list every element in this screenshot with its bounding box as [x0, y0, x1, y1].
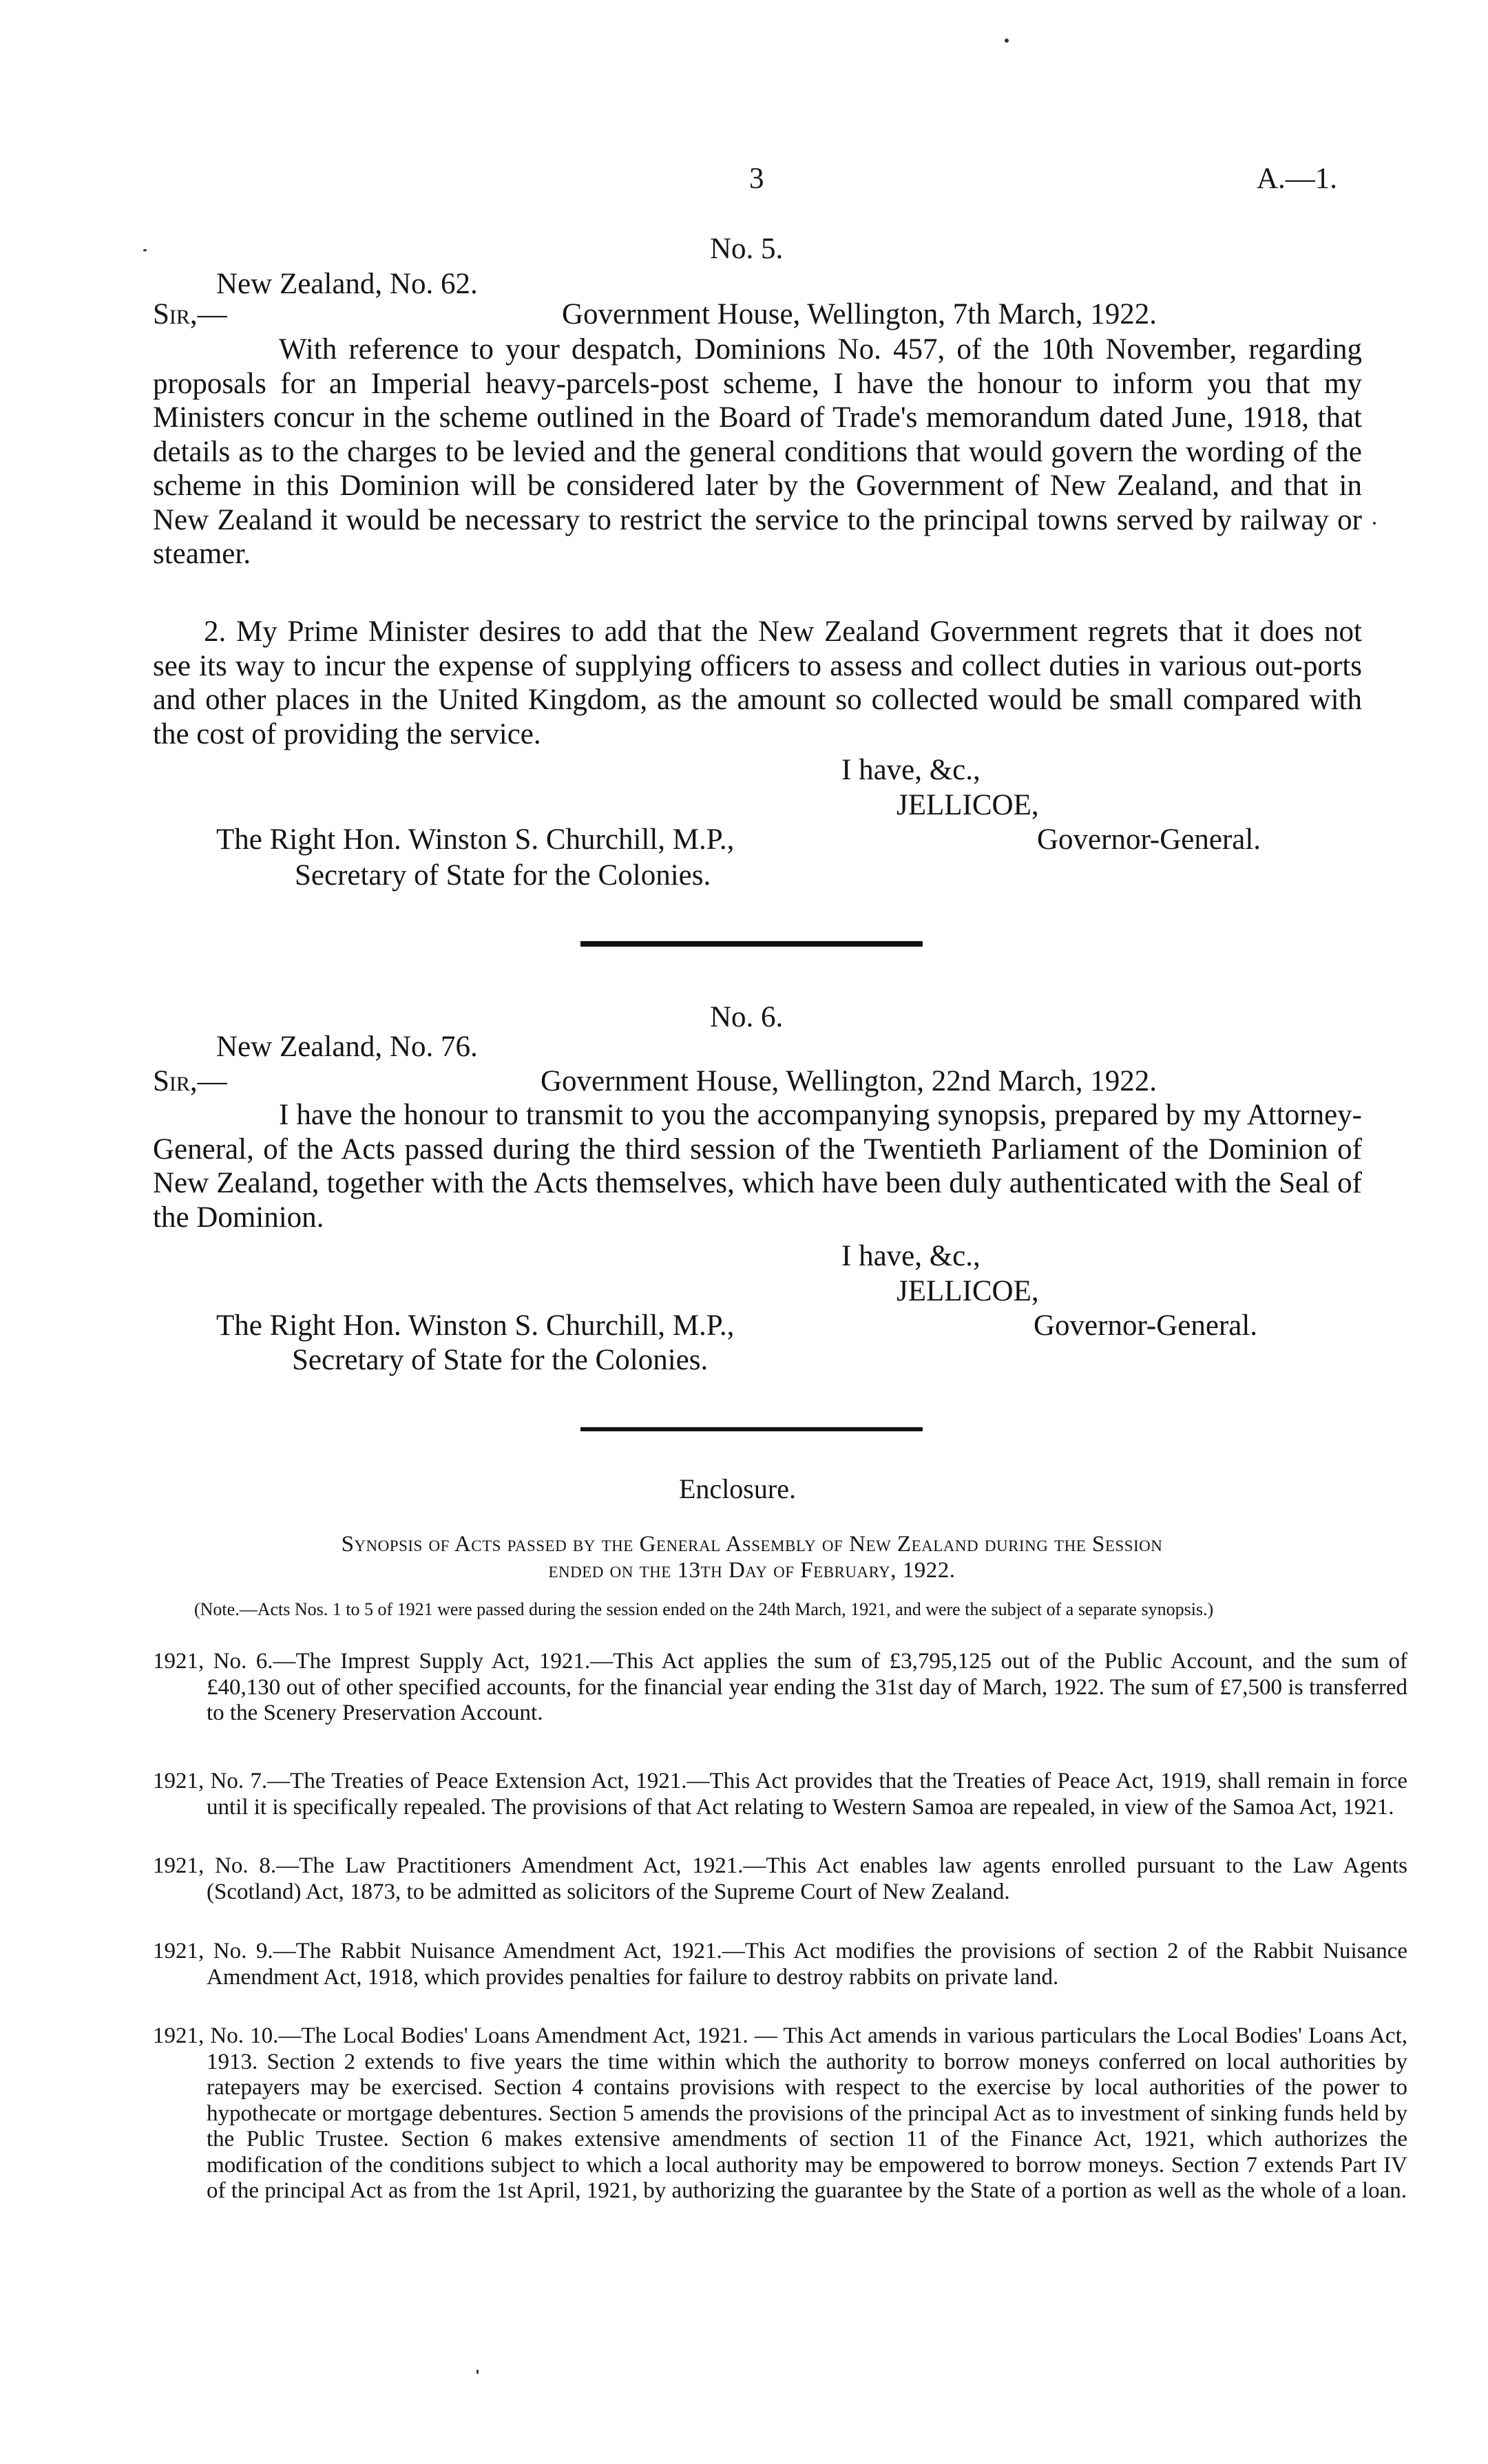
- despatch-reference: New Zealand, No. 76.: [216, 1031, 478, 1063]
- signatory-title: Governor-General.: [1037, 823, 1261, 856]
- signatory: JELLICOE,: [897, 789, 1039, 821]
- series-label: A.—1.: [1257, 162, 1338, 195]
- act-entry: 1921, No. 10.—The Local Bodies' Loans Amendment Act, 1921. — This Act amends in various particulars the Local Bodies' Loans Act, 1913. Section 2 extends to five years the time within which the authority to borrow moneys conferred on local authorities by ratepayers may be exercised. Section 4 contains provisions with respect to the exercise by local authorities of the power to hypothecate or mortgage debentures. Section 5 amends the provisions of the principal Act as to investment of sinking funds held by the Public Trustee. Section 6 makes extensive amendments of section 11 of the Finance Act, 1921, which authorizes the modification of the conditions subject to which a local authority may be empowered to borrow moneys. Section 7 extends Part IV of the principal Act as from the 1st April, 1921, by authorizing the guarantee by the State of a portion as well as the whole of a loan.: [153, 2023, 1407, 2203]
- addressee: The Right Hon. Winston S. Churchill, M.P.,: [216, 823, 735, 856]
- address-date: Government House, Wellington, 7th March, 1922.: [562, 298, 1157, 330]
- section-divider: [580, 1427, 923, 1431]
- addressee-office: Secretary of State for the Colonies.: [292, 1344, 709, 1376]
- section-divider: [580, 941, 923, 947]
- closing: I have, &c.,: [841, 1240, 981, 1272]
- act-entry: 1921, No. 7.—The Treaties of Peace Extension Act, 1921.—This Act provides that the Treaties of Peace Act, 1919, shall remain in force until it is specifically repealed. The provisions of that Act relating to Western Samoa are repealed, in view of the Samoa Act, 1921.: [153, 1769, 1407, 1820]
- act-entry: 1921, No. 6.—The Imprest Supply Act, 1921.—This Act applies the sum of £3,795,125 out of the Public Account, and the sum of £40,130 out of other specified accounts, for the financial year ending the 31st day of March, 1922. The sum of £7,500 is transferred to the Scenery Preservation Account.: [153, 1649, 1407, 1725]
- despatch-paragraph: With reference to your despatch, Dominions No. 457, of the 10th November, regarding proposals for an Imperial heavy-parcels-post scheme, I have the honour to inform you that my Ministers concur in the scheme outlined in the Board of Trade's memorandum dated June, 1918, that details as to the charges to be levied and the general conditions that would govern the wording of the scheme in this Dominion will be considered later by the Government of New Zealand, and that in New Zealand it would be necessary to restrict the service to the principal towns served by railway or steamer.: [153, 333, 1362, 570]
- address-date: Government House, Wellington, 22nd March, 1922.: [541, 1065, 1157, 1097]
- addressee-office: Secretary of State for the Colonies.: [295, 859, 711, 892]
- act-entry: 1921, No. 9.—The Rabbit Nuisance Amendment Act, 1921.—This Act modifies the provisions of section 2 of the Rabbit Nuisance Amendment Act, 1918, which provides penalties for failure to destroy rabbits on private land.: [153, 1939, 1407, 1990]
- speck-mark: [476, 2370, 479, 2374]
- speck-mark: [1005, 39, 1009, 43]
- despatch-reference: New Zealand, No. 62.: [216, 268, 478, 300]
- enclosure-heading: Enclosure.: [679, 1473, 796, 1504]
- closing: I have, &c.,: [841, 754, 981, 786]
- speck-mark: [143, 249, 147, 251]
- synopsis-title: Synopsis of Acts passed by the General Assembly of New Zealand during the Session: [341, 1532, 1163, 1557]
- salutation: Sir,—: [153, 298, 227, 330]
- signatory: JELLICOE,: [897, 1275, 1039, 1307]
- speck-mark: [1373, 522, 1376, 525]
- synopsis-note: (Note.—Acts Nos. 1 to 5 of 1921 were passed during the session ended on the 24th March, 1921, and were the subject of a separate synopsis.): [194, 1599, 1214, 1619]
- despatch-paragraph: 2. My Prime Minister desires to add that the New Zealand Government regrets that it does not see its way to incur the expense of supplying officers to assess and collect duties in various out-ports and other places in the United Kingdom, as the amount so collected would be small compared with the cost of providing the service.: [153, 615, 1362, 750]
- salutation: Sir,—: [153, 1065, 227, 1097]
- despatch-heading: No. 6.: [710, 1001, 784, 1033]
- synopsis-title: ended on the 13th Day of February, 1922.: [548, 1558, 956, 1583]
- despatch-paragraph: I have the honour to transmit to you the accompanying synopsis, prepared by my Attorney-General, of the Acts passed during the third session of the Twentieth Parliament of the Dominion of New Zealand, together with the Acts themselves, which have been duly authenticated with the Seal of the Dominion.: [153, 1099, 1362, 1234]
- addressee: The Right Hon. Winston S. Churchill, M.P.,: [216, 1309, 735, 1342]
- signatory-title: Governor-General.: [1034, 1309, 1258, 1342]
- despatch-heading: No. 5.: [710, 233, 784, 265]
- page-number: 3: [749, 162, 764, 195]
- act-entry: 1921, No. 8.—The Law Practitioners Amendment Act, 1921.—This Act enables law agents enrolled pursuant to the Law Agents (Scotland) Act, 1873, to be admitted as solicitors of the Supreme Court of New Zealand.: [153, 1853, 1407, 1904]
